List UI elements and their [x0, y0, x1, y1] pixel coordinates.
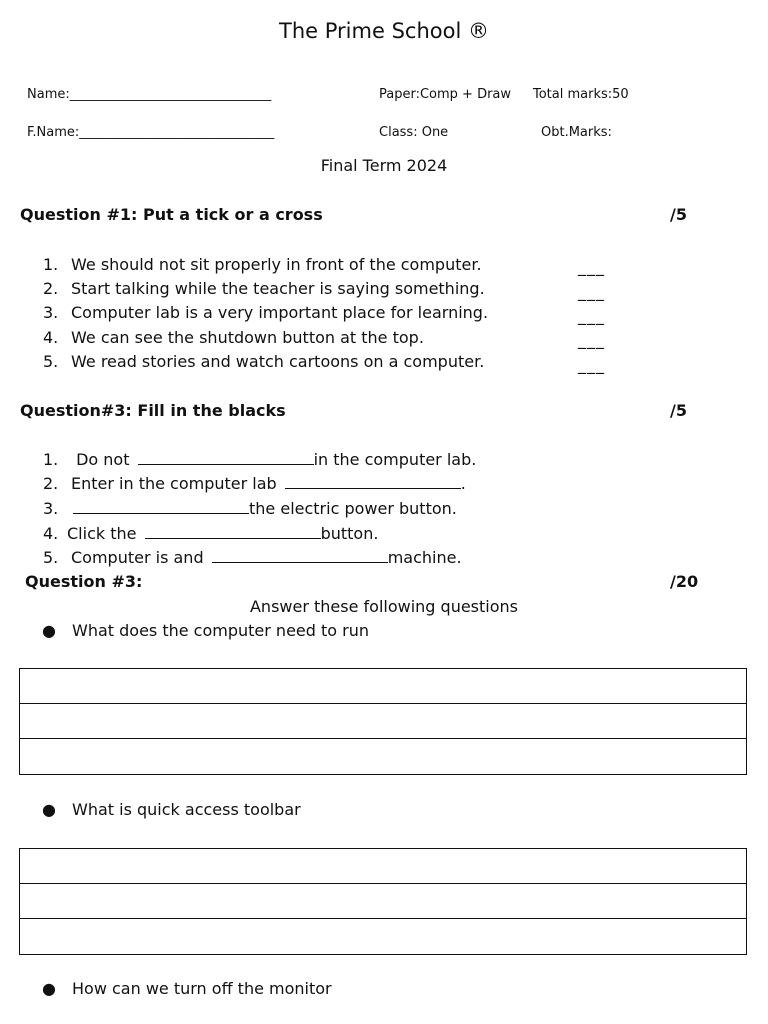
question-2-marks: /5: [670, 401, 687, 420]
list-item: [43, 450, 476, 469]
father-name-field: F.Name:______________________________: [27, 125, 275, 140]
question-3-title: Question #3:: [25, 572, 143, 591]
item-text: Enter in the computer lab: [71, 474, 282, 493]
list-item: [43, 279, 485, 298]
answer-line: [20, 704, 746, 739]
question-3-instruction: Answer these following questions: [249, 597, 518, 616]
question-1-marks: /5: [670, 205, 687, 224]
item-text: .: [460, 474, 466, 493]
fill-blank: [285, 475, 461, 489]
item-number: 2.: [43, 279, 59, 298]
item-text: We should not sit properly in front of the computer.: [71, 255, 482, 274]
question-1-title: Question #1: Put a tick or a cross: [20, 205, 323, 224]
item-text: Computer lab is a very important place for learning.: [71, 303, 489, 322]
list-item: [43, 255, 482, 274]
list-item: [20, 621, 369, 640]
bullet-icon: ●: [42, 979, 56, 998]
list-item: [43, 474, 466, 493]
tick-answer-blank: ___: [578, 282, 605, 301]
obtained-marks-label: Obt.Marks:: [541, 125, 612, 140]
tick-answer-blank: ___: [578, 355, 605, 374]
list-item: [43, 352, 484, 371]
item-text: Computer is and: [71, 548, 209, 567]
item-number: 1.: [43, 450, 59, 469]
item-text: button.: [320, 524, 379, 543]
item-number: 3.: [43, 303, 59, 322]
list-item: [43, 303, 488, 322]
fill-blank: [212, 549, 388, 563]
item-text: What is quick access toolbar: [72, 800, 301, 819]
answer-line: [20, 919, 746, 954]
list-item: [20, 800, 301, 819]
item-text: How can we turn off the monitor: [72, 979, 332, 998]
item-text: machine.: [387, 548, 462, 567]
list-item: [43, 524, 378, 543]
item-text: Start talking while the teacher is saying something.: [71, 279, 485, 298]
fill-blank: [138, 451, 314, 465]
total-marks-label: Total marks:50: [533, 87, 629, 102]
list-item: [20, 979, 332, 998]
item-text: What does the computer need to run: [72, 621, 370, 640]
tick-answer-blank: ___: [578, 257, 605, 276]
name-field: Name:_______________________________: [27, 87, 272, 102]
bullet-icon: ●: [42, 800, 56, 819]
answer-line: [20, 739, 746, 774]
item-number: 5.: [43, 352, 59, 371]
answer-line: [20, 669, 746, 704]
item-number: 3.: [43, 499, 59, 518]
item-text: Click the: [67, 524, 142, 543]
school-title: The Prime School ®: [279, 19, 489, 43]
answer-box: [19, 848, 747, 955]
tick-answer-blank: ___: [578, 306, 605, 325]
fill-blank: [73, 500, 249, 514]
term-title: Final Term 2024: [320, 156, 448, 175]
item-number: 4.: [43, 328, 59, 347]
bullet-icon: ●: [42, 621, 56, 640]
list-item: [43, 548, 462, 567]
item-number: 4.: [43, 524, 59, 543]
item-text: Do not: [71, 450, 135, 469]
item-text: the electric power button.: [249, 499, 457, 518]
answer-box: [19, 668, 747, 775]
item-text: We can see the shutdown button at the top.: [71, 328, 424, 347]
item-number: 1.: [43, 255, 59, 274]
list-item: [43, 499, 457, 518]
paper-label: Paper:Comp + Draw: [379, 87, 512, 102]
item-text: We read stories and watch cartoons on a computer.: [71, 352, 485, 371]
answer-line: [20, 849, 746, 884]
fill-blank: [145, 525, 321, 539]
tick-answer-blank: ___: [578, 330, 605, 349]
list-item: [43, 328, 424, 347]
item-number: 2.: [43, 474, 59, 493]
question-3-marks: /20: [670, 572, 699, 591]
answer-line: [20, 884, 746, 919]
class-label: Class: One: [379, 125, 449, 140]
item-text: in the computer lab.: [313, 450, 477, 469]
question-2-title: Question#3: Fill in the blacks: [20, 401, 286, 420]
item-number: 5.: [43, 548, 59, 567]
